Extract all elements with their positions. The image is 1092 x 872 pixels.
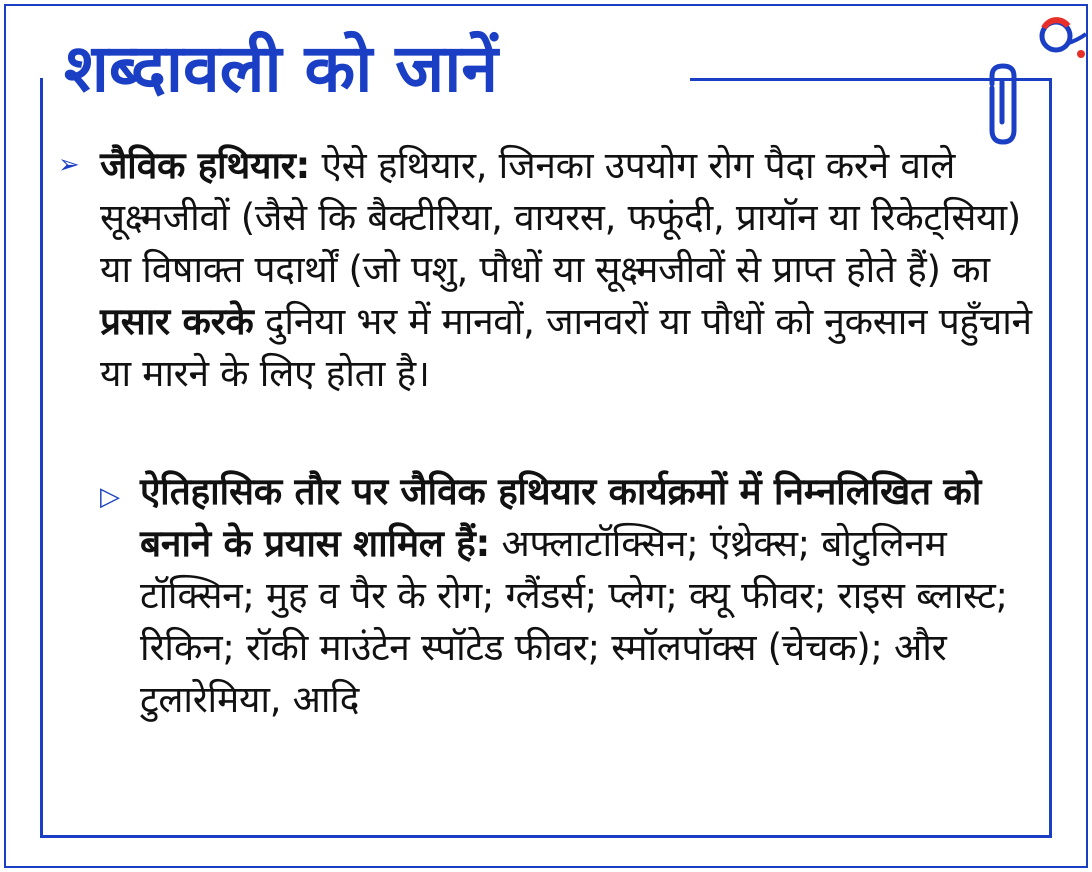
definition-emphasis: प्रसार करके bbox=[100, 300, 254, 343]
sub-point-text: अफ्लाटॉक्सिन; एंथ्रेक्स; बोटुलिनम टॉक्सिन; मुह व पैर के रोग; ग्लैंडर्स; प्लेग; क्यू फीवर; राइस ब्लास्ट; रिकिन; रॉकी माउंटेन स्पॉटेड फीवर; स्मॉलपॉक्स (चेचक); और टुलारेमिया, आदि bbox=[140, 522, 1008, 721]
sub-point-heading: ऐतिहासिक तौर पर जैविक हथियार कार्यक्रमों में निम्नलिखित को बनाने के प्रयास शामिल हैं: bbox=[140, 470, 982, 565]
term-label: जैविक हथियार: bbox=[100, 144, 311, 187]
definition-text-1: ऐसे हथियार, जिनका उपयोग रोग पैदा करने वाले सूक्ष्मजीवों (जैसे कि बैक्टीरिया, वायरस, फफूंदी, प्रायॉन या रिकेट्सिया) या विषाक्त पदार्थों (जो पशु, पौधों या सूक्ष्मजीवों से प्राप्त होते हैं) का bbox=[100, 144, 1021, 291]
arrow-bullet-icon: ➢ bbox=[58, 150, 80, 180]
sub-point bbox=[140, 466, 1050, 726]
paperclip-icon bbox=[980, 62, 1026, 148]
page-title: शब्दावली को जानें bbox=[58, 24, 512, 114]
logo-icon bbox=[1036, 14, 1088, 62]
main-definition bbox=[100, 140, 1048, 400]
arrow-bullet-icon: ▷ bbox=[100, 482, 120, 512]
definition-text-2: दुनिया भर में मानवों, जानवरों या पौधों को नुकसान पहुँचाने या मारने के लिए होता है। bbox=[100, 300, 1032, 395]
